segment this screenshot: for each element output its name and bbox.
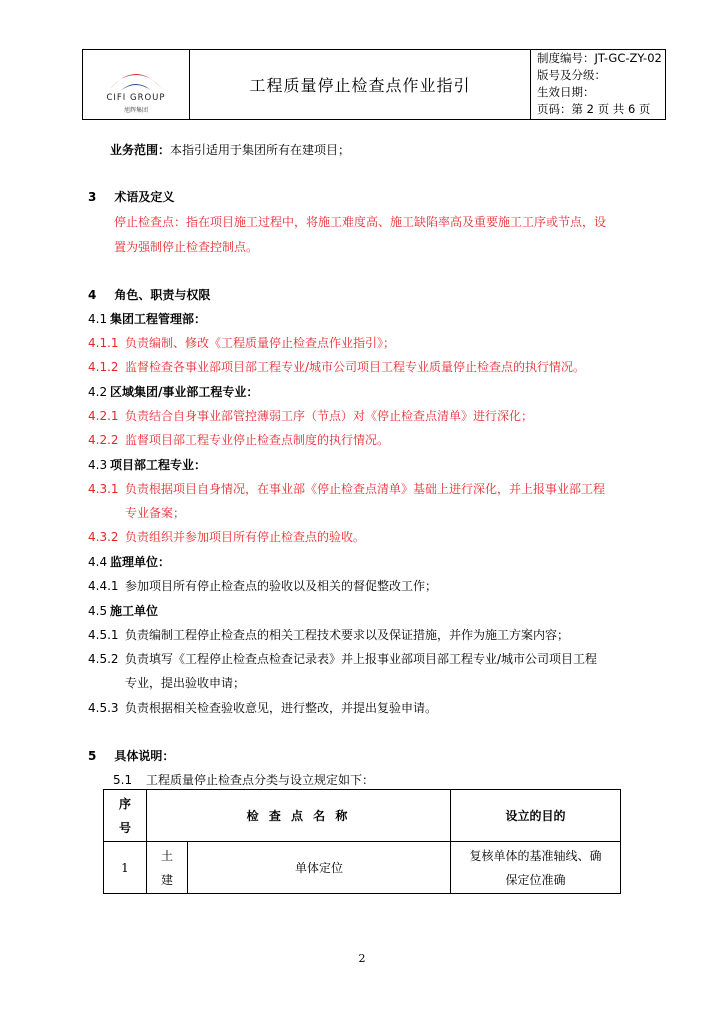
document-header bbox=[82, 49, 666, 120]
section-4-3-number: 4.3 bbox=[88, 458, 108, 472]
section-4-1-heading bbox=[88, 310, 206, 327]
section-5-1-text: 工程质量停止检查点分类与设立规定如下： bbox=[146, 773, 375, 787]
item-4-5-3-number: 4.5.3 bbox=[88, 701, 119, 715]
section-5-heading bbox=[88, 747, 174, 764]
document-info bbox=[531, 50, 665, 119]
item-4-4-1-text: 参加项目所有停止检查点的验收以及相关的督促整改工作； bbox=[125, 579, 438, 593]
item-4-3-1-text: 负责根据项目自身情况，在事业部《停止检查点清单》基础上进行深化，并上报事业部工程 bbox=[125, 482, 606, 496]
section-5-1 bbox=[113, 771, 374, 788]
item-4-2-2-number: 4.2.2 bbox=[88, 433, 119, 447]
item-4-1-1-number: 4.1.1 bbox=[88, 336, 119, 350]
section-3-title: 术语及定义 bbox=[114, 190, 175, 204]
scope-line bbox=[110, 141, 350, 158]
item-4-3-1 bbox=[88, 480, 605, 497]
header-purpose: 设立的目的 bbox=[451, 790, 621, 842]
logo-text-cn: 旭辉集团 bbox=[123, 107, 148, 114]
row-seq: 1 bbox=[104, 842, 147, 894]
item-4-1-2-text: 监督检查各事业部项目部工程专业/城市公司项目工程专业质量停止检查点的执行情况。 bbox=[125, 360, 586, 374]
item-4-4-1 bbox=[88, 577, 437, 594]
header-seq-line1: 序 bbox=[118, 796, 131, 811]
section-3-heading bbox=[88, 188, 174, 205]
section-4-4-heading bbox=[88, 553, 170, 570]
row-category-line2: 建 bbox=[160, 872, 173, 887]
version-level: 版号及分级： bbox=[537, 68, 606, 82]
section-3-number: 3 bbox=[88, 190, 97, 204]
item-4-2-1-text: 负责结合自身事业部管控薄弱工序（节点）对《停止检查点清单》进行深化； bbox=[125, 409, 534, 423]
logo-cell bbox=[83, 50, 190, 119]
section-3-definition-line1: 停止检查点：指在项目施工过程中，将施工难度高、施工缺陷率高及重要施工工序或节点，设 bbox=[114, 215, 607, 229]
document-title: 工程质量停止检查点作业指引 bbox=[190, 50, 531, 119]
header-name: 检 查 点 名 称 bbox=[147, 790, 451, 842]
item-4-3-1-number: 4.3.1 bbox=[88, 482, 119, 496]
row-name: 单体定位 bbox=[188, 842, 451, 894]
section-4-3-heading bbox=[88, 456, 206, 473]
section-4-3-title: 项目部工程专业： bbox=[110, 458, 207, 472]
scope-text: 本指引适用于集团所有在建项目； bbox=[170, 143, 351, 157]
logo-text-en: CIFI GROUP bbox=[106, 93, 166, 103]
item-4-4-1-number: 4.4.1 bbox=[88, 579, 119, 593]
row-purpose bbox=[451, 842, 621, 894]
item-4-1-1-text: 负责编制、修改《工程质量停止检查点作业指引》； bbox=[125, 336, 396, 350]
table-row bbox=[104, 842, 621, 894]
item-4-2-1-number: 4.2.1 bbox=[88, 409, 119, 423]
effective-date: 生效日期： bbox=[537, 85, 595, 99]
page-info: 页码：第 2 页 共 6 页 bbox=[537, 102, 651, 116]
checkpoint-table bbox=[103, 789, 621, 894]
item-4-5-2 bbox=[88, 650, 597, 667]
item-4-5-3-text: 负责根据相关检查验收意见，进行整改，并提出复验申请。 bbox=[125, 701, 438, 715]
item-4-5-2-continuation: 专业，提出验收申请； bbox=[125, 676, 246, 690]
section-4-5-number: 4.5 bbox=[88, 604, 108, 618]
section-4-5-title: 施工单位 bbox=[110, 604, 159, 618]
scope-label: 业务范围： bbox=[110, 143, 171, 157]
section-4-heading bbox=[88, 286, 210, 303]
item-4-1-2-number: 4.1.2 bbox=[88, 360, 119, 374]
item-4-5-3 bbox=[88, 699, 437, 716]
section-3-definition-line2: 置为强制停止检查控制点。 bbox=[114, 240, 259, 254]
section-4-4-title: 监理单位： bbox=[110, 555, 171, 569]
row-category-line1: 土 bbox=[160, 848, 173, 863]
section-5-1-number: 5.1 bbox=[113, 773, 133, 787]
item-4-3-2 bbox=[88, 528, 365, 545]
header-seq bbox=[104, 790, 147, 842]
row-category bbox=[147, 842, 188, 894]
section-4-1-title: 集团工程管理部： bbox=[110, 312, 207, 326]
section-4-1-number: 4.1 bbox=[88, 312, 108, 326]
item-4-5-2-number: 4.5.2 bbox=[88, 652, 119, 666]
table-header-row bbox=[104, 790, 621, 842]
section-4-2-title: 区域集团/事业部工程专业： bbox=[110, 385, 259, 399]
section-4-2-heading bbox=[88, 383, 258, 400]
section-4-number: 4 bbox=[88, 288, 97, 302]
item-4-5-1 bbox=[88, 626, 569, 643]
item-4-5-2-text: 负责填写《工程停止检查点检查记录表》并上报事业部项目部工程专业/城市公司项目工程 bbox=[125, 652, 598, 666]
item-4-1-2 bbox=[88, 358, 585, 375]
item-4-5-1-number: 4.5.1 bbox=[88, 628, 119, 642]
section-5-title: 具体说明： bbox=[114, 749, 175, 763]
row-purpose-line1: 复核单体的基准轴线、确 bbox=[469, 848, 602, 863]
section-4-4-number: 4.4 bbox=[88, 555, 108, 569]
section-4-2-number: 4.2 bbox=[88, 385, 108, 399]
item-4-3-1-continuation: 专业备案； bbox=[125, 506, 186, 520]
section-4-title: 角色、职责与权限 bbox=[114, 288, 211, 302]
item-4-2-2 bbox=[88, 431, 389, 448]
doc-number: 制度编号：JT-GC-ZY-02 bbox=[537, 51, 662, 65]
section-4-5-heading bbox=[88, 602, 158, 619]
cifi-logo-icon bbox=[106, 63, 166, 93]
item-4-2-2-text: 监督项目部工程专业停止检查点制度的执行情况。 bbox=[125, 433, 390, 447]
item-4-5-1-text: 负责编制工程停止检查点的相关工程技术要求以及保证措施，并作为施工方案内容； bbox=[125, 628, 570, 642]
item-4-3-2-number: 4.3.2 bbox=[88, 530, 119, 544]
item-4-3-2-text: 负责组织并参加项目所有停止检查点的验收。 bbox=[125, 530, 366, 544]
row-purpose-line2: 保定位准确 bbox=[505, 872, 566, 887]
page-number: 2 bbox=[358, 952, 366, 965]
item-4-2-1 bbox=[88, 407, 533, 424]
header-seq-line2: 号 bbox=[118, 820, 131, 835]
item-4-1-1 bbox=[88, 334, 395, 351]
section-5-number: 5 bbox=[88, 749, 97, 763]
